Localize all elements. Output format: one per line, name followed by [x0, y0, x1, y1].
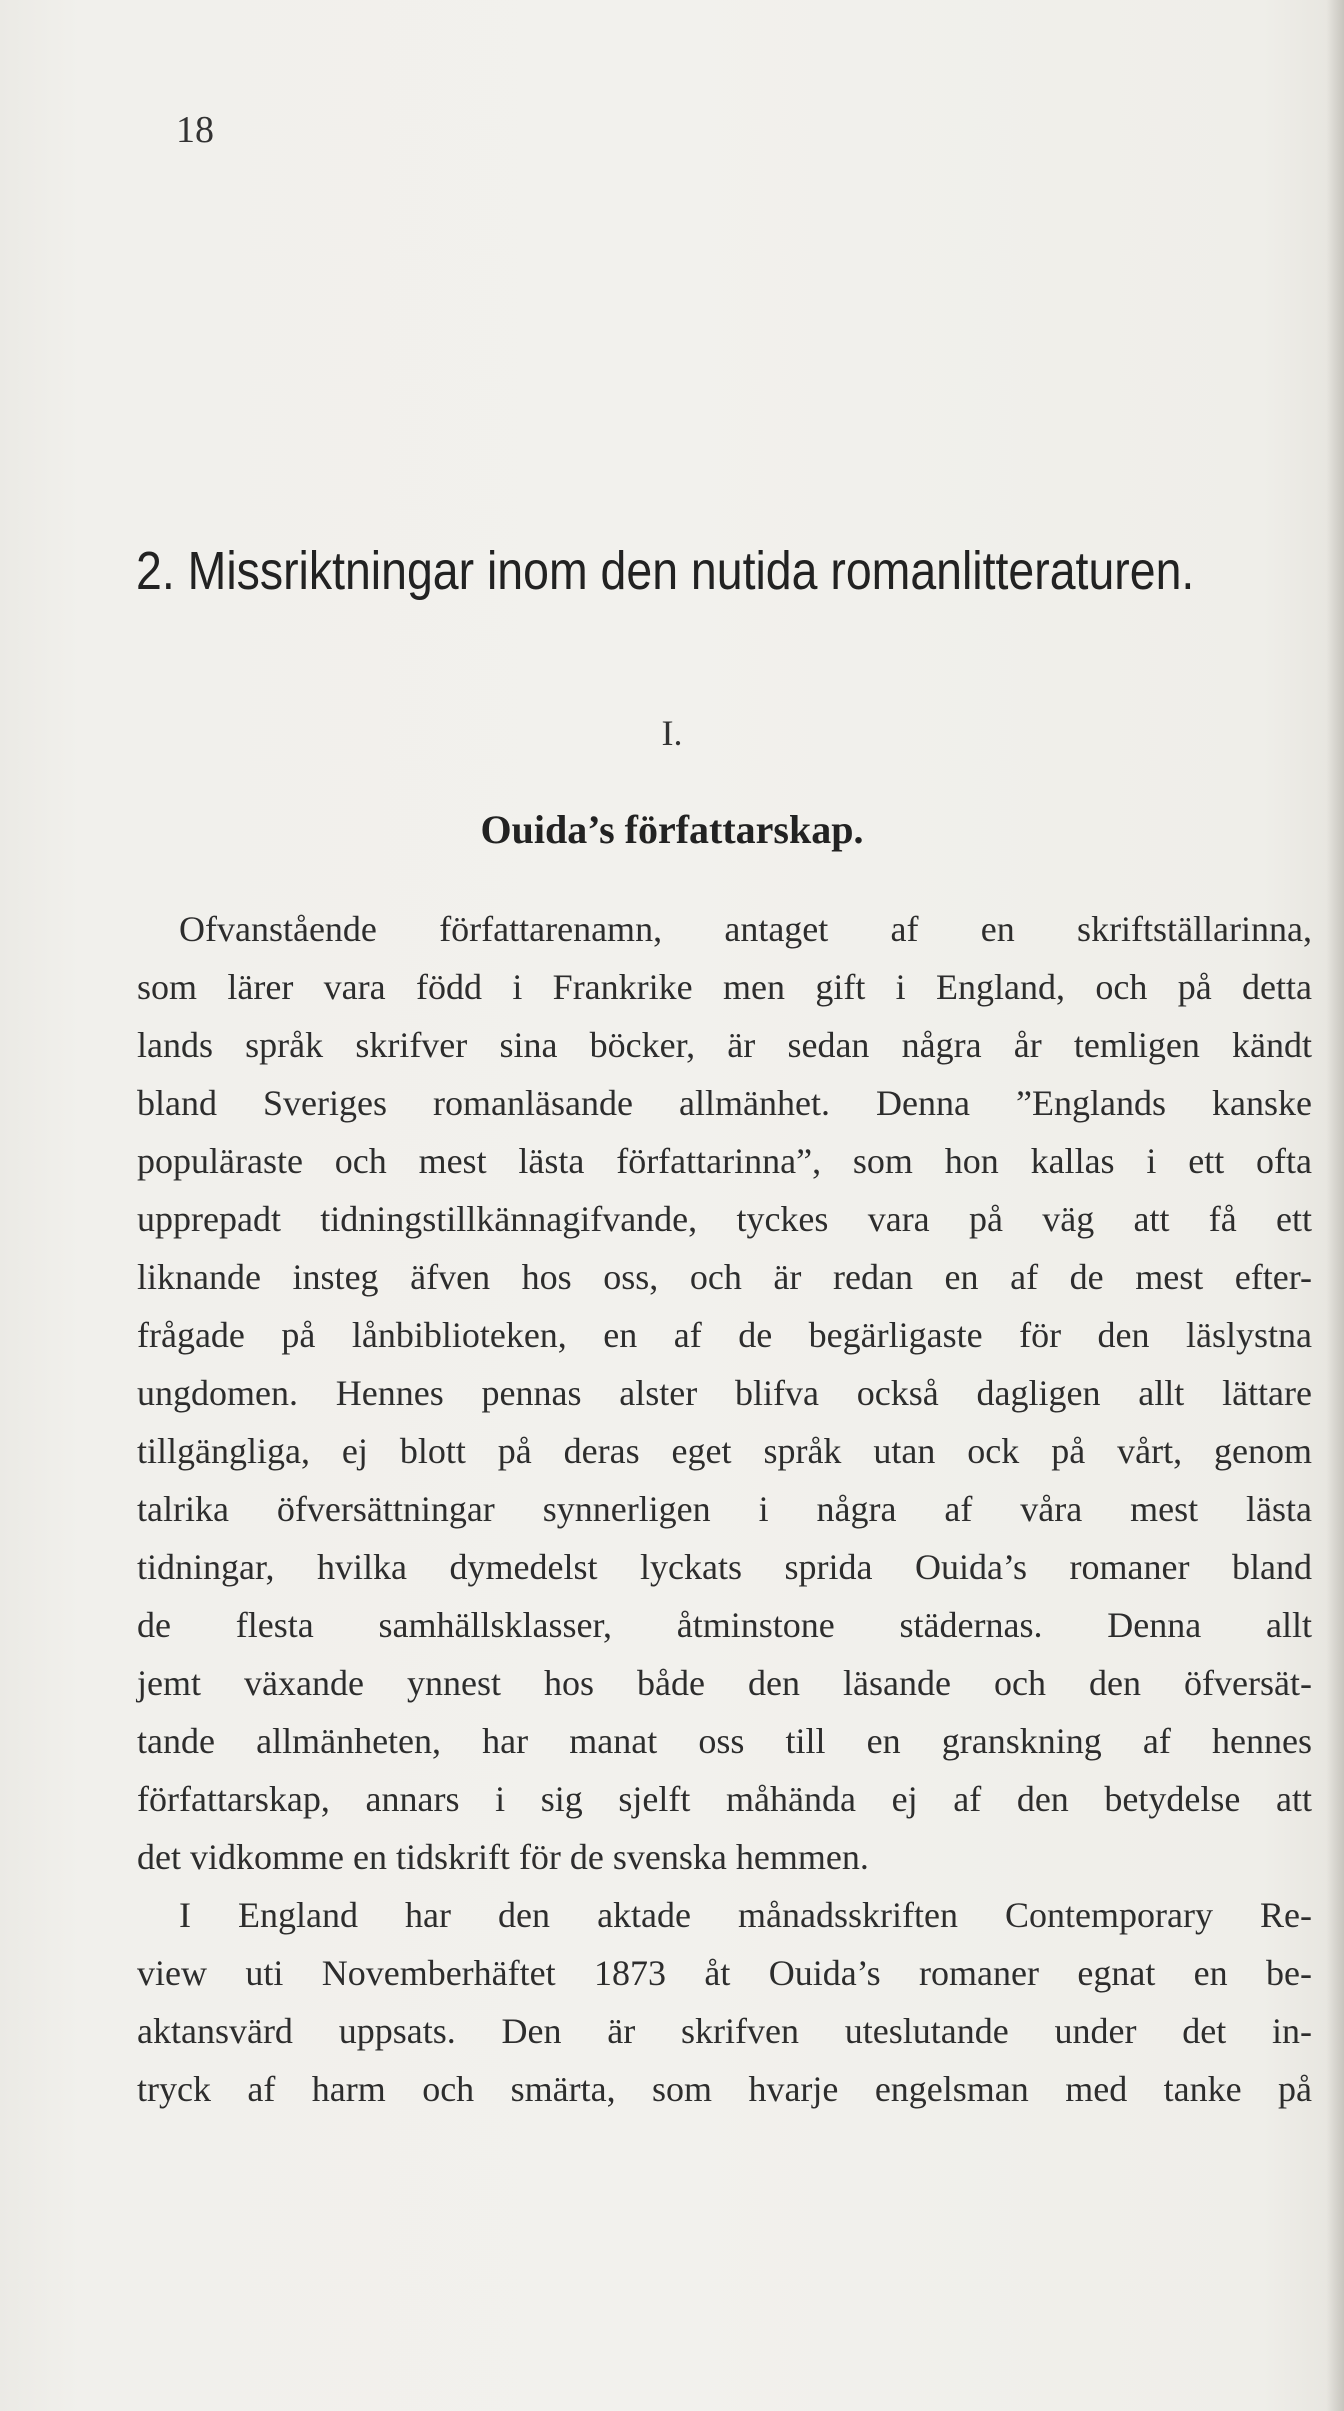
body-text: [137, 900, 1312, 2118]
text-line: upprepadt tidningstillkännagifvande, tyckes vara på väg att få ett: [137, 1199, 1312, 1239]
section-title: Ouida’s författarskap.: [480, 807, 864, 852]
text-line: bland Sveriges romanläsande allmänhet. Denna ”Englands kanske: [137, 1083, 1312, 1123]
text-line: det vidkomme en tidskrift för de svenska hemmen.: [137, 1837, 869, 1877]
chapter-title: 2. Missriktningar inom den nutida romanlitteraturen.: [136, 541, 1195, 601]
text-line: Ofvanstående författarenamn, antaget af en skriftställarinna,: [179, 909, 1312, 949]
text-line: ungdomen. Hennes pennas alster blifva också dagligen allt lättare: [137, 1373, 1312, 1413]
text-line: tillgängliga, ej blott på deras eget språk utan ock på vårt, genom: [137, 1431, 1312, 1471]
text-line: de flesta samhällsklasser, åtminstone städernas. Denna allt: [137, 1605, 1312, 1645]
text-line: I England har den aktade månadsskriften Contemporary Re-: [179, 1895, 1312, 1935]
text-line: frågade på lånbiblioteken, en af de begärligaste för den läslystna: [137, 1315, 1312, 1355]
section-number: I.: [661, 713, 683, 753]
page-number: 18: [176, 109, 214, 151]
text-line: som lärer vara född i Frankrike men gift i England, och på detta: [137, 967, 1312, 1007]
text-line: liknande insteg äfven hos oss, och är redan en af de mest efter-: [137, 1257, 1312, 1297]
text-line: tande allmänheten, har manat oss till en granskning af hennes: [137, 1721, 1312, 1761]
text-line: författarskap, annars i sig sjelft måhända ej af den betydelse att: [137, 1779, 1312, 1819]
text-line: lands språk skrifver sina böcker, är sedan några år temligen kändt: [137, 1025, 1312, 1065]
text-line: tryck af harm och smärta, som hvarje engelsman med tanke på: [137, 2069, 1312, 2109]
text-line: talrika öfversättningar synnerligen i några af våra mest lästa: [137, 1489, 1312, 1529]
text-line: tidningar, hvilka dymedelst lyckats sprida Ouida’s romaner bland: [137, 1547, 1312, 1587]
text-line: populäraste och mest lästa författarinna”, som hon kallas i ett ofta: [137, 1141, 1312, 1181]
page-edge-shadow: [1326, 0, 1344, 2411]
text-line: aktansvärd uppsats. Den är skrifven uteslutande under det in-: [137, 2011, 1312, 2051]
text-line: jemt växande ynnest hos både den läsande och den öfversät-: [137, 1663, 1312, 1703]
text-line: view uti Novemberhäftet 1873 åt Ouida’s romaner egnat en be-: [137, 1953, 1312, 1993]
